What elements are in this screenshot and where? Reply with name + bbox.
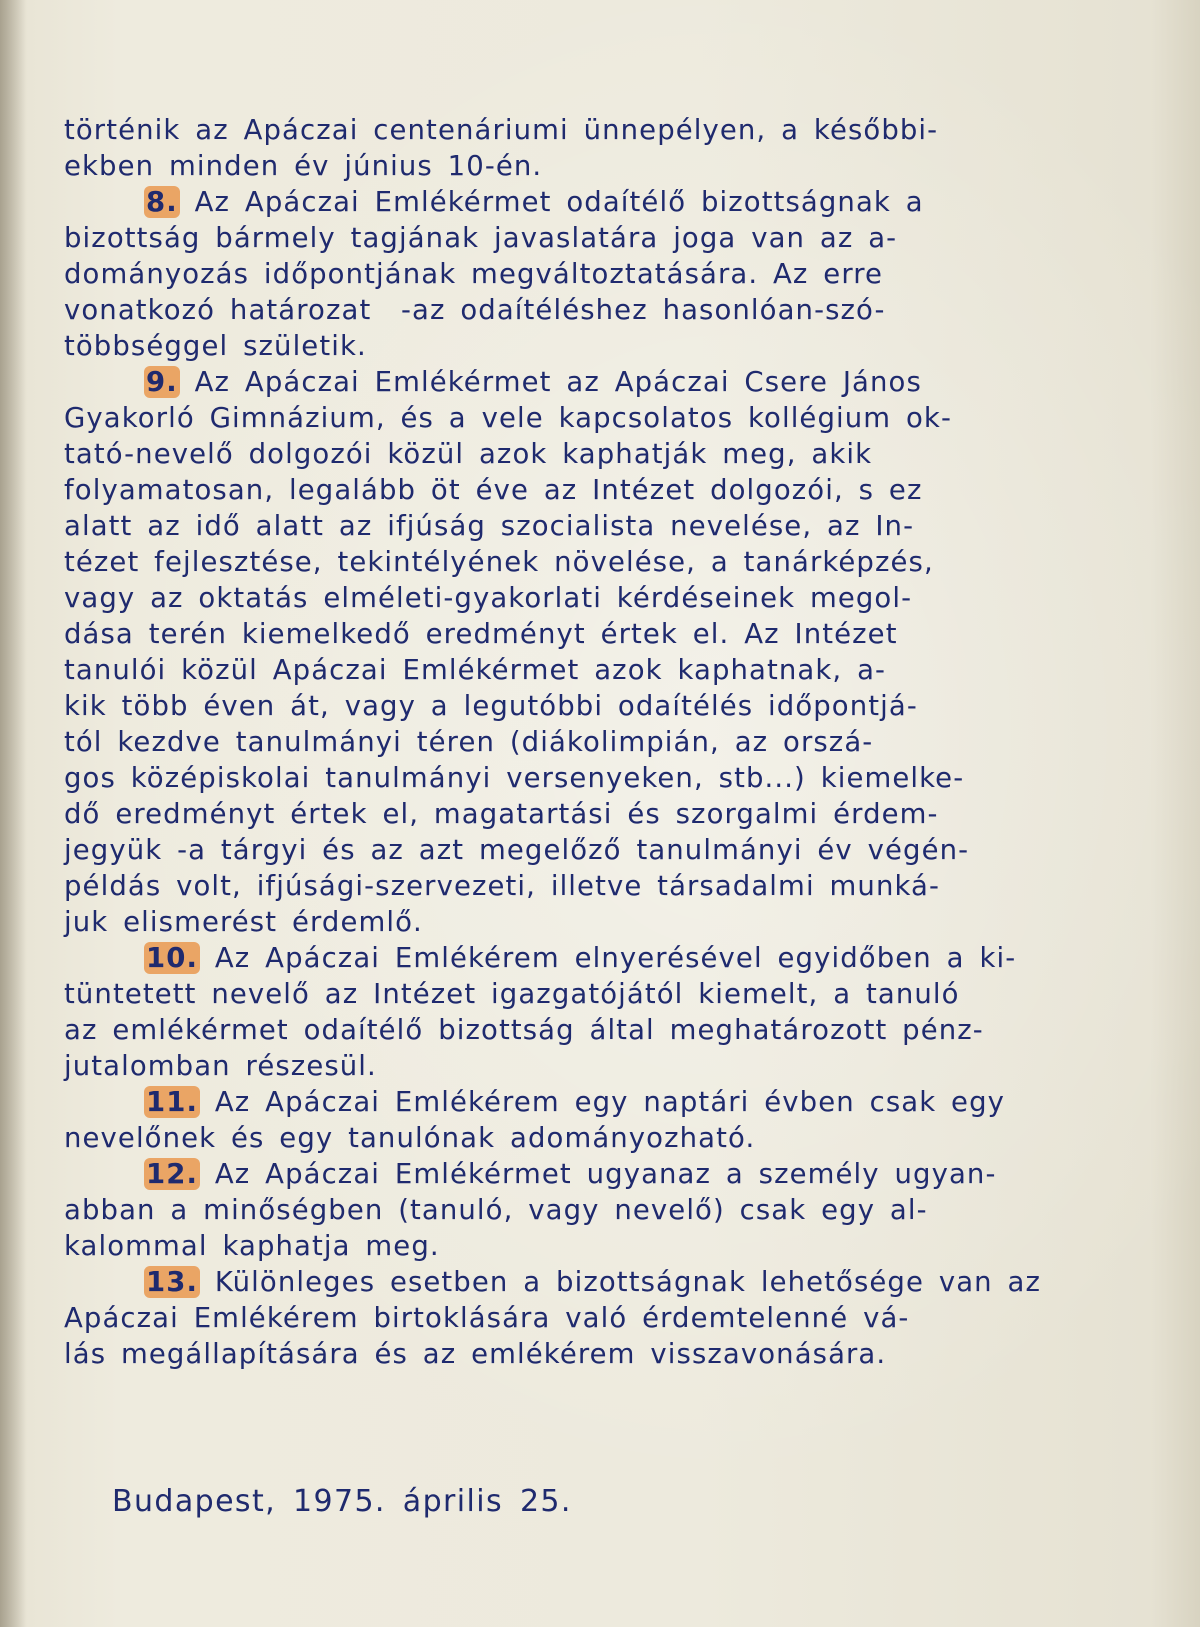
- text-line: kik több éven át, vagy a legutóbbi odaítélés időpontjá-: [64, 690, 918, 722]
- text-line: történik az Apáczai centenáriumi ünnepélyen, a későbbi-: [64, 114, 939, 146]
- text-line: bizottság bármely tagjának javaslatára joga van az a-: [64, 222, 898, 254]
- text-line: abban a minőségben (tanuló, vagy nevelő) csak egy al-: [64, 1194, 928, 1226]
- text-line: Apáczai Emlékérem birtoklására való érdemtelenné vá-: [64, 1302, 910, 1334]
- text-line: az emlékérmet odaítélő bizottság által meghatározott pénz-: [64, 1014, 984, 1046]
- paragraph-number: 9.: [146, 366, 178, 398]
- handwritten-text-block: [64, 112, 1124, 1372]
- paragraph-number: 8.: [146, 186, 178, 218]
- text-line: folyamatosan, legalább öt éve az Intézet dolgozói, s ez: [64, 474, 923, 506]
- text-line: 10. Az Apáczai Emlékérem elnyerésével egyidőben a ki-: [146, 942, 1017, 974]
- text-line: tézet fejlesztése, tekintélyének növelése, a tanárképzés,: [64, 546, 934, 578]
- text-line: tanulói közül Apáczai Emlékérmet azok kaphatnak, a-: [64, 654, 887, 686]
- text-line: vagy az oktatás elméleti-gyakorlati kérdéseinek megol-: [64, 582, 913, 614]
- text-line: dományozás időpontjának megváltoztatására. Az erre: [64, 258, 884, 290]
- text-line: 13. Különleges esetben a bizottságnak lehetősége van az: [146, 1266, 1042, 1298]
- text-line: 12. Az Apáczai Emlékérmet ugyanaz a személy ugyan-: [146, 1158, 997, 1190]
- text-line: tüntetett nevelő az Intézet igazgatójától kiemelt, a tanuló: [64, 978, 960, 1010]
- text-line: 11. Az Apáczai Emlékérem egy naptári évben csak egy: [146, 1086, 1006, 1118]
- text-line: dása terén kiemelkedő eredményt értek el. Az Intézet: [64, 618, 898, 650]
- binding-shadow: [0, 0, 26, 1627]
- text-line: Gyakorló Gimnázium, és a vele kapcsolatos kollégium ok-: [64, 402, 952, 434]
- text-line: többséggel születik.: [64, 330, 367, 362]
- text-line: gos középiskolai tanulmányi versenyeken, stb...) kiemelke-: [64, 762, 965, 794]
- text-line: kalommal kaphatja meg.: [64, 1230, 440, 1262]
- place-and-date: Budapest, 1975. április 25.: [112, 1484, 572, 1519]
- paragraph-number: 12.: [146, 1158, 199, 1190]
- text-line: tól kezdve tanulmányi téren (diákolimpián, az orszá-: [64, 726, 874, 758]
- text-line: lás megállapítására és az emlékérem visszavonására.: [64, 1338, 887, 1370]
- text-line: vonatkozó határozat -az odaítéléshez hasonlóan-szó-: [64, 294, 886, 326]
- text-line: jutalomban részesül.: [64, 1050, 377, 1082]
- text-line: nevelőnek és egy tanulónak adományozható.: [64, 1122, 756, 1154]
- text-line: ekben minden év június 10-én.: [64, 150, 543, 182]
- text-line: példás volt, ifjúsági-szervezeti, illetve társadalmi munká-: [64, 870, 940, 902]
- text-line: 9. Az Apáczai Emlékérmet az Apáczai Csere János: [146, 366, 922, 398]
- text-line: tató-nevelő dolgozói közül azok kaphatják meg, akik: [64, 438, 873, 470]
- text-line: 8. Az Apáczai Emlékérmet odaítélő bizottságnak a: [146, 186, 924, 218]
- text-line: alatt az idő alatt az ifjúság szocialista nevelése, az In-: [64, 510, 915, 542]
- paragraph-number: 10.: [146, 942, 199, 974]
- text-line: dő eredményt értek el, magatartási és szorgalmi érdem-: [64, 798, 939, 830]
- text-line: juk elismerést érdemlő.: [64, 906, 423, 938]
- paragraph-number: 13.: [146, 1266, 199, 1298]
- paragraph-number: 11.: [146, 1086, 199, 1118]
- text-line: jegyük -a tárgyi és az azt megelőző tanulmányi év végén-: [64, 834, 970, 866]
